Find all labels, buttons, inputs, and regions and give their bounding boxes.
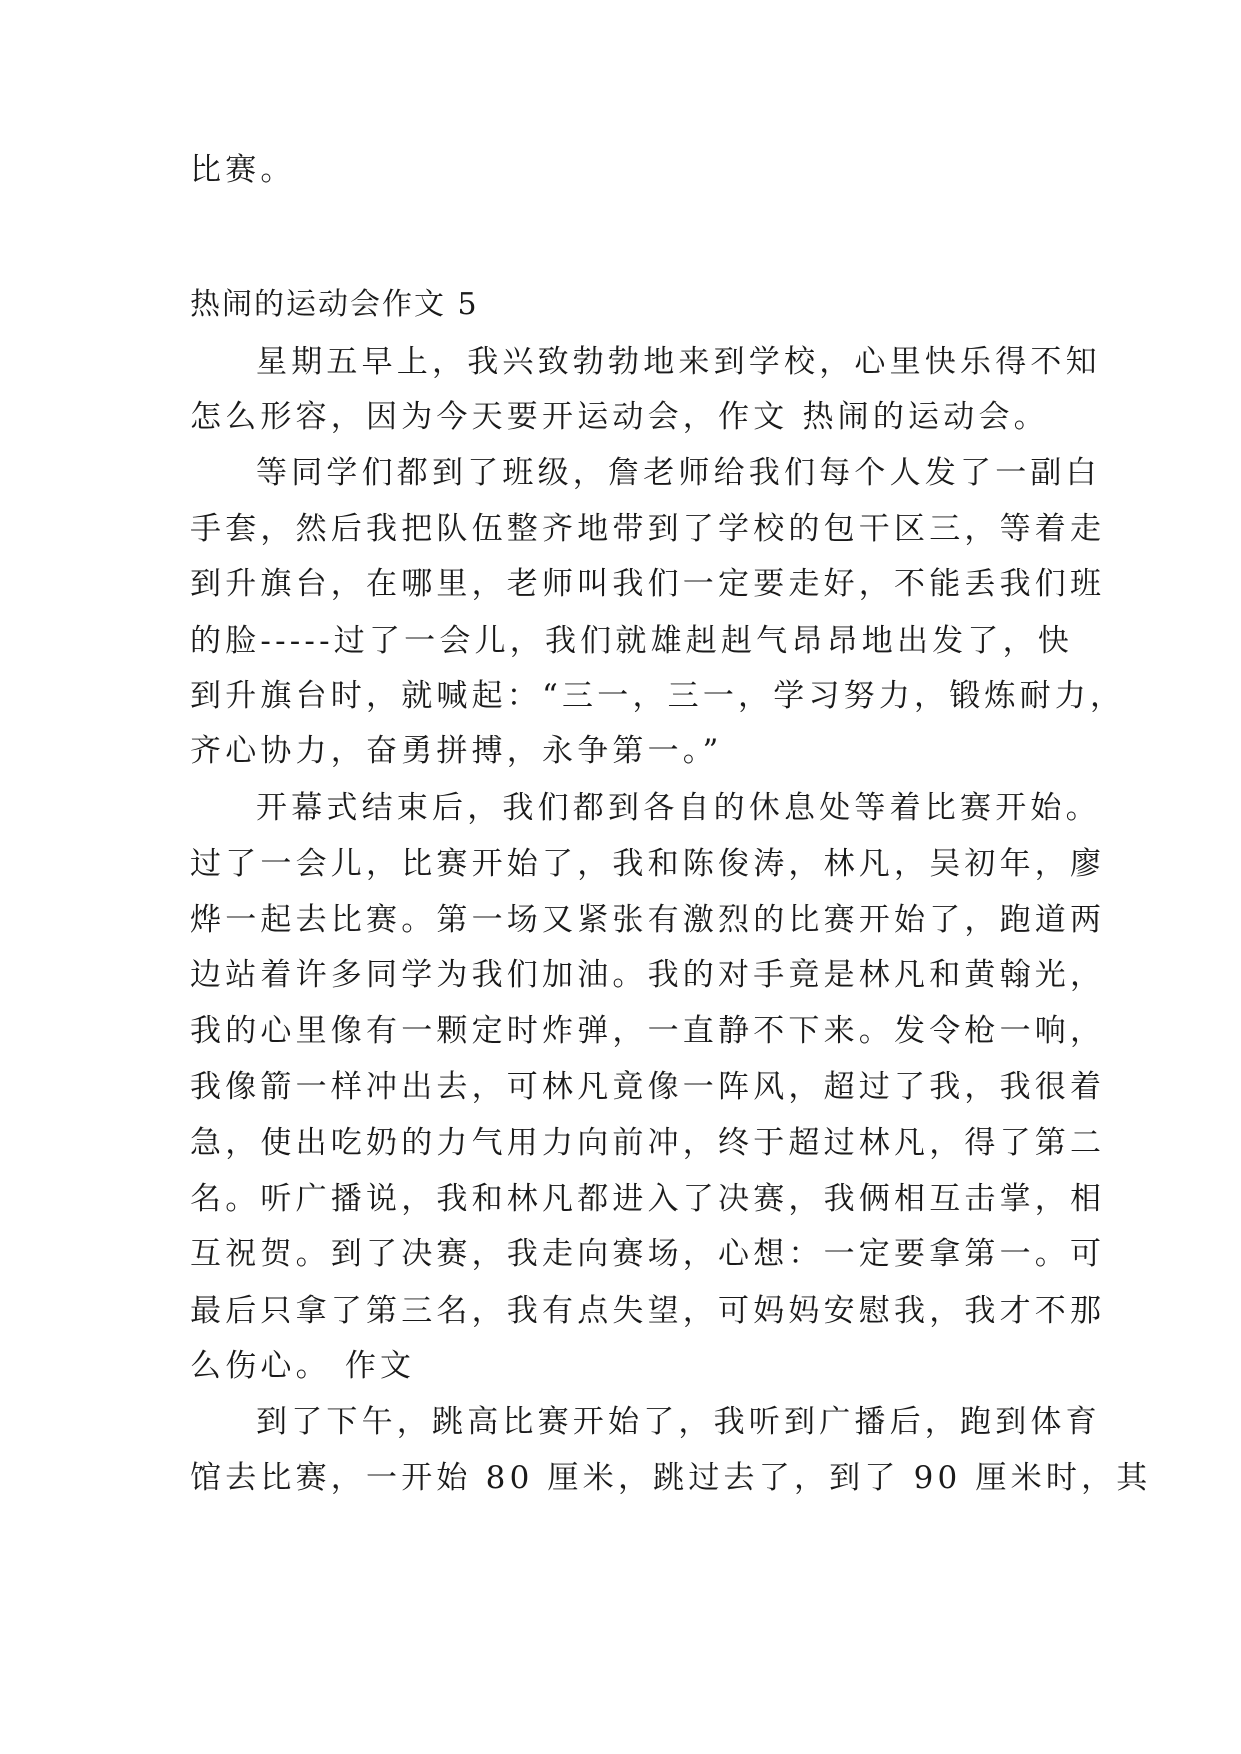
text-line: 急，使出吃奶的力气用力向前冲，终于超过林凡，得了第二 (190, 1125, 1106, 1161)
text-line: 等同学们都到了班级，詹老师给我们每个人发了一副白 (256, 455, 1101, 491)
essay-title: 热闹的运动会作文 5 (190, 287, 479, 322)
text-line: 怎么形容，因为今天要开运动会，作文 热闹的运动会。 (190, 399, 1049, 435)
text-line: 比赛。 (190, 152, 296, 188)
text-line: 馆去比赛，一开始 80 厘米，跳过去了，到了 90 厘米时，其 (190, 1460, 1152, 1496)
text-line: 到升旗台，在哪里，老师叫我们一定要走好，不能丢我们班 (190, 566, 1106, 602)
text-line: 到了下午，跳高比赛开始了，我听到广播后，跑到体育 (256, 1404, 1101, 1440)
text-line: 过了一会儿，比赛开始了，我和陈俊涛，林凡，吴初年，廖 (190, 846, 1106, 882)
text-line: 到升旗台时，就喊起：“三一，三一，学习努力，锻炼耐力， (190, 678, 1126, 714)
text-line: 最后只拿了第三名，我有点失望，可妈妈安慰我，我才不那 (190, 1293, 1106, 1329)
text-line: 名。听广播说，我和林凡都进入了决赛，我俩相互击掌，相 (190, 1181, 1106, 1217)
text-line: 手套，然后我把队伍整齐地带到了学校的包干区三，等着走 (190, 511, 1106, 547)
text-line: 我像箭一样冲出去，可林凡竟像一阵风，超过了我，我很着 (190, 1069, 1106, 1105)
text-line: 我的心里像有一颗定时炸弹，一直静不下来。发令枪一响， (190, 1013, 1106, 1049)
text-line: 边站着许多同学为我们加油。我的对手竟是林凡和黄翰光， (190, 957, 1106, 993)
text-line: 星期五早上，我兴致勃勃地来到学校，心里快乐得不知 (256, 344, 1101, 380)
text-line: 齐心协力，奋勇拼搏，永争第一。” (190, 733, 723, 769)
text-line: 的脸-----过了一会儿，我们就雄赳赳气昂昂地出发了，快 (190, 623, 1073, 659)
text-line: 互祝贺。到了决赛，我走向赛场，心想：一定要拿第一。可 (190, 1236, 1106, 1272)
text-line: 么伤心。 作文 (190, 1348, 416, 1384)
text-line: 烨一起去比赛。第一场又紧张有激烈的比赛开始了，跑道两 (190, 902, 1106, 938)
text-line: 开幕式结束后，我们都到各自的休息处等着比赛开始。 (256, 790, 1101, 826)
